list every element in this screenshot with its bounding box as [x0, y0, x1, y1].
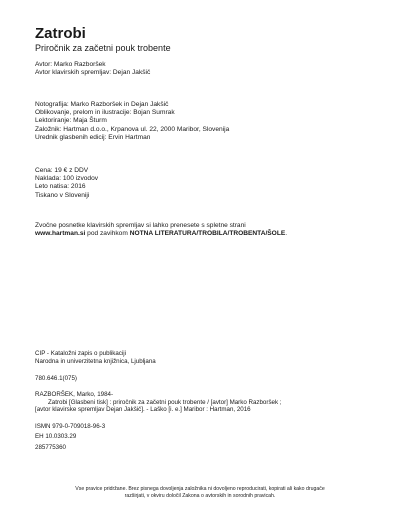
print-run-line: Naklada: 100 izvodov: [35, 175, 99, 183]
print-year-line: Leto natisa: 2016: [35, 183, 86, 191]
price-line: Cena: 19 € z DDV: [35, 167, 89, 174]
download-end: .: [285, 230, 288, 238]
book-title: Zatrobi: [35, 25, 86, 42]
download-middle: pod zavihkom: [85, 230, 130, 238]
cip-header: [35, 350, 156, 365]
cip-eh: EH 10.0303.29: [35, 433, 77, 440]
copyright-notice: [30, 486, 370, 500]
cip-cobiss-id: 285775360: [35, 444, 66, 451]
cip-ismn: ISMN 979-0-709018-96-3: [35, 423, 106, 430]
download-text: Zvočne posnetke klavirskih spremljav si lahko prenesete s spletne strani: [35, 222, 246, 229]
credit-line: Založnik: Hartman d.o.o., Krpanova ul. 22, 2000 Maribor, Slovenija: [35, 125, 230, 133]
download-path: NOTNA LITERATURA/TROBILA/TROBENTA/ŠOLE: [129, 230, 286, 238]
cip-udk: 780.646.1(075): [35, 375, 77, 382]
download-location: [35, 230, 287, 238]
cip-title: CIP - Kataložni zapis o publikaciji: [35, 350, 127, 357]
website-link[interactable]: www.hartman.si: [35, 230, 86, 238]
cip-record-line: Zatrobi [Glasbeni tisk] : priročnik za začetni pouk trobente / [avtor] Marko Razboršek ;: [48, 398, 282, 406]
cip-record-line: [avtor klavirske spremljav Dejan Jakšič]. - Laško [i. e.] Maribor : Hartman, 2016: [35, 406, 251, 414]
printed-in-line: Tiskano v Sloveniji: [35, 191, 90, 199]
edition-block: [35, 167, 98, 200]
cip-author: RAZBORŠEK, Marko, 1984-: [35, 391, 114, 398]
authors-block: [35, 61, 150, 77]
credit-line: Notografija: Marko Razboršek in Dejan Jakšič: [35, 101, 169, 108]
book-subtitle: Priročnik za začetni pouk trobente: [35, 43, 171, 53]
cip-library: Narodna in univerzitetna knjižnica, Ljubljana: [35, 357, 156, 365]
credit-line: Oblikovanje, prelom in ilustracije: Bojan Sumrak: [35, 109, 175, 117]
author-line: Avtor: Marko Razboršek: [35, 61, 106, 68]
download-note: [35, 222, 287, 238]
accompaniment-author-line: Avtor klavirskih spremljav: Dejan Jakšič: [35, 69, 151, 77]
credit-line: Urednik glasbenih edicij: Ervin Hartman: [35, 133, 151, 141]
credits-block: [35, 101, 229, 142]
cip-record: [35, 391, 282, 414]
copyright-line: razširjati, v okviru določil Zakona o avtorskih in sorodnih pravicah.: [124, 493, 276, 499]
credit-line: Lektoriranje: Maja Šturm: [35, 117, 107, 125]
copyright-line: Vse pravice pridržane. Brez pisnega dovoljenja založnika ni dovoljeno reproducirati, kopirati ali kako drugače: [75, 486, 325, 492]
